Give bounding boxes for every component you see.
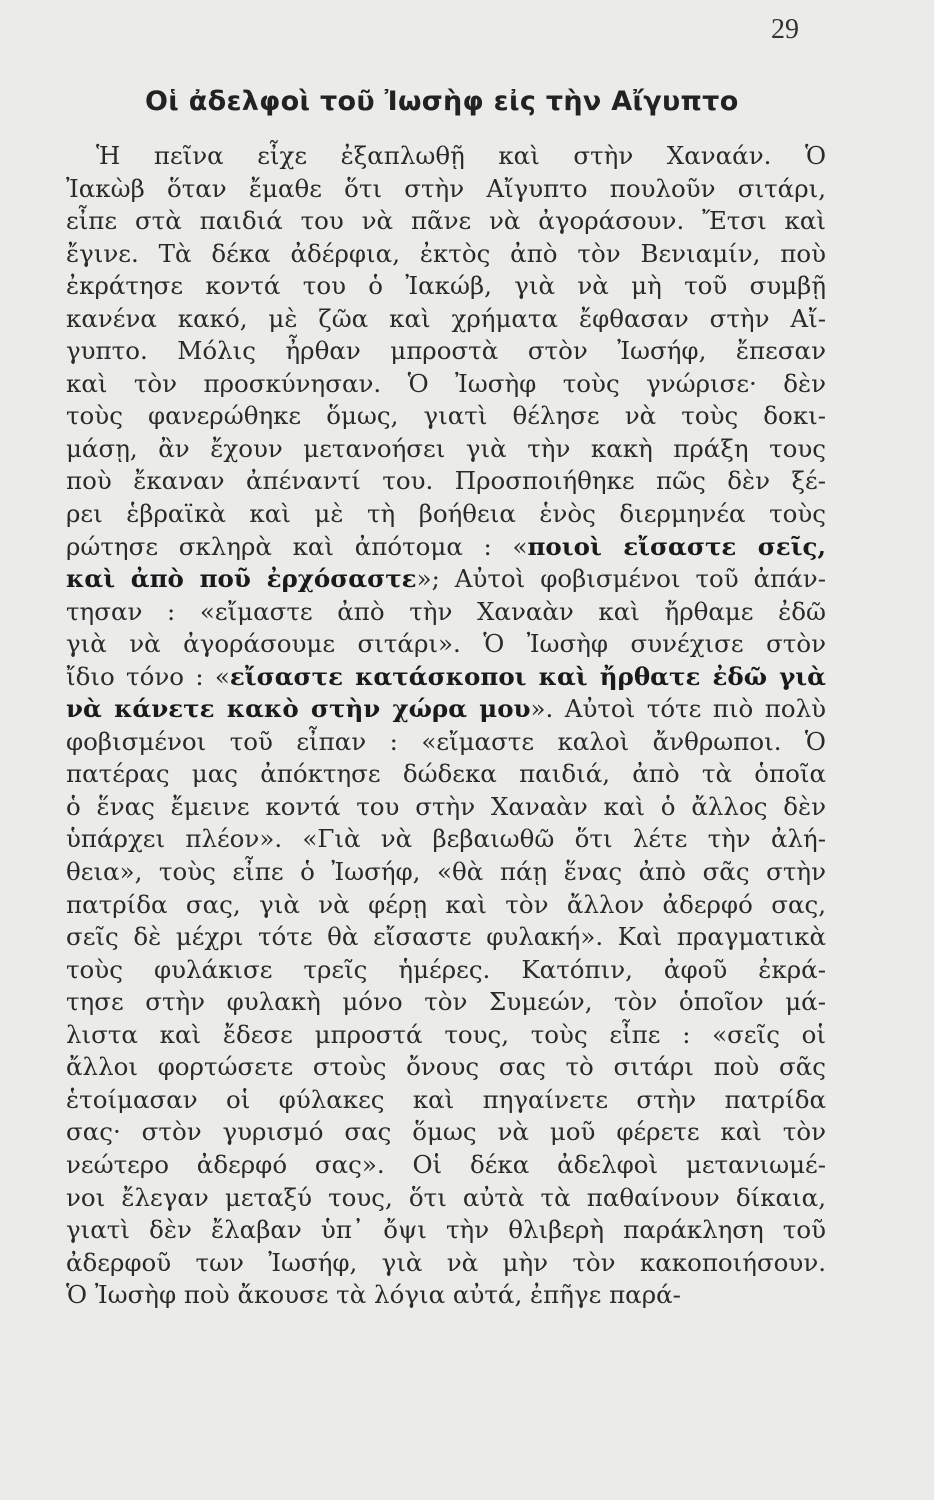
text-segment: ἄλλοι φορτώσετε στοὺς ὄνους σας τὸ σιτάρι ποὺ σᾶς <box>66 1052 826 1082</box>
text-segment: γυπτο. Μόλις ἦρθαν μπροστὰ στὸν Ἰωσήφ, ἔπεσαν <box>66 336 826 366</box>
text-segment: ρει ἑβραϊκὰ καὶ μὲ τὴ βοήθεια ἑνὸς διερμηνέα τοὺς <box>66 499 826 529</box>
text-line <box>66 1084 826 1117</box>
text-line <box>66 205 826 238</box>
text-segment: πατρίδα σας, γιὰ νὰ φέρῃ καὶ τὸν ἄλλον ἀδερφό σας, <box>66 889 826 919</box>
text-segment: φοβισμένοι τοῦ εἶπαν : «εἴμαστε καλοὶ ἄνθρωποι. Ὁ <box>66 726 826 756</box>
chapter-title: Οἱ ἀδελφοὶ τοῦ Ἰωσὴφ εἰς τὴν Αἴγυπτο <box>145 86 739 117</box>
text-line <box>66 921 826 954</box>
text-segment: πατέρας μας ἀπόκτησε δώδεκα παιδιά, ἀπὸ τὰ ὁποῖα <box>66 759 826 789</box>
text-line <box>66 1247 826 1280</box>
text-line <box>66 986 826 1019</box>
text-segment: κανένα κακό, μὲ ζῶα καὶ χρήματα ἔφθασαν στὴν Αἴ- <box>66 303 826 333</box>
text-line <box>66 1149 826 1182</box>
text-line <box>66 140 826 173</box>
text-line <box>66 1182 826 1215</box>
text-line <box>66 1019 826 1052</box>
text-segment: θεια», τοὺς εἶπε ὁ Ἰωσήφ, «θὰ πάῃ ἕνας ἀπὸ σᾶς στὴν <box>66 857 826 887</box>
text-segment: τοὺς φανερώθηκε ὅμως, γιατὶ θέλησε νὰ τοὺς δοκι- <box>66 401 826 431</box>
text-segment: γιὰ νὰ ἀγοράσουμε σιτάρι». Ὁ Ἰωσὴφ συνέχισε στὸν <box>66 629 826 659</box>
text-line <box>66 889 826 922</box>
text-segment: Ὁ Ἰωσὴφ ποὺ ἄκουσε τὰ λόγια αὐτά, ἐπῆγε παρά- <box>66 1280 681 1310</box>
text-segment: ἀδερφοῦ των Ἰωσήφ, γιὰ νὰ μὴν τὸν κακοποιήσουν. <box>66 1247 826 1277</box>
text-segment: »; Αὐτοὶ φοβισμένοι τοῦ ἀπάν- <box>416 564 826 594</box>
text-line <box>66 400 826 433</box>
text-segment: τησαν : «εἴμαστε ἀπὸ τὴν Χαναὰν καὶ ἤρθαμε ἐδῶ <box>66 596 826 626</box>
text-segment: ὑπάρχει πλέον». «Γιὰ νὰ βεβαιωθῶ ὅτι λέτε τὴν ἀλή- <box>66 824 826 854</box>
text-line <box>66 531 826 564</box>
text-line <box>66 1051 826 1084</box>
text-segment: νεώτερο ἀδερφό σας». Οἱ δέκα ἀδελφοὶ μετανιωμέ- <box>66 1149 826 1179</box>
text-line <box>66 270 826 303</box>
text-line <box>66 368 826 401</box>
text-segment: σεῖς δὲ μέχρι τότε θὰ εἴσαστε φυλακή». Καὶ πραγματικὰ <box>66 922 826 952</box>
page-number: 29 <box>771 14 799 45</box>
text-line <box>66 758 826 791</box>
text-segment: μάσῃ, ἂν ἔχουν μετανοήσει γιὰ τὴν κακὴ πράξη τους <box>66 433 826 463</box>
bold-text-segment: νὰ κάνετε κακὸ στὴν χώρα μου <box>66 694 531 724</box>
text-segment: νοι ἔλεγαν μεταξύ τους, ὅτι αὐτὰ τὰ παθαίνουν δίκαια, <box>66 1182 826 1212</box>
text-segment: εἶπε στὰ παιδιά του νὰ πᾶνε νὰ ἀγοράσουν. Ἔτσι καὶ <box>66 206 826 236</box>
text-segment: Ἡ πεῖνα εἶχε ἐξαπλωθῇ καὶ στὴν Χαναάν. Ὁ <box>96 141 826 170</box>
text-line <box>66 465 826 498</box>
bold-text-segment: καὶ ἀπὸ ποῦ ἐρχόσαστε <box>66 564 417 594</box>
text-line <box>66 1279 826 1312</box>
body-text <box>66 140 826 1312</box>
bold-text-segment: ποιοὶ εἴσαστε σεῖς, <box>527 531 826 561</box>
text-line <box>66 661 826 694</box>
text-segment: ἴδιο τόνο : « <box>66 661 230 691</box>
text-line <box>66 173 826 206</box>
text-segment: ἑτοίμασαν οἱ φύλακες καὶ πηγαίνετε στὴν πατρίδα <box>66 1084 826 1114</box>
text-line <box>66 303 826 336</box>
text-segment: καὶ τὸν προσκύνησαν. Ὁ Ἰωσὴφ τοὺς γνώρισε· δὲν <box>66 368 826 398</box>
text-line <box>66 726 826 759</box>
text-segment: ». Αὐτοὶ τότε πιὸ πολὺ <box>530 694 826 724</box>
text-line <box>66 1116 826 1149</box>
text-segment: ὁ ἕνας ἔμεινε κοντά του στὴν Χαναὰν καὶ ὁ ἄλλος δὲν <box>66 791 826 821</box>
text-line <box>66 335 826 368</box>
text-line <box>66 238 826 271</box>
text-line <box>66 693 826 726</box>
text-line <box>66 596 826 629</box>
text-line <box>66 791 826 824</box>
text-segment: ἐκράτησε κοντά του ὁ Ἰακώβ, γιὰ νὰ μὴ τοῦ συμβῇ <box>66 271 826 301</box>
text-segment: τησε στὴν φυλακὴ μόνο τὸν Συμεών, τὸν ὁποῖον μά- <box>66 987 826 1017</box>
bold-text-segment: εἴσαστε κατάσκοποι καὶ ἤρθατε ἐδῶ γιὰ <box>229 661 826 691</box>
text-line <box>66 498 826 531</box>
text-segment: ρώτησε σκληρὰ καὶ ἀπότομα : « <box>66 531 528 561</box>
text-segment: ποὺ ἔκαναν ἀπέναντί του. Προσποιήθηκε πῶς δὲν ξέ- <box>66 466 826 496</box>
text-line <box>66 954 826 987</box>
text-line <box>66 628 826 661</box>
text-segment: λιστα καὶ ἔδεσε μπροστά τους, τοὺς εἶπε : «σεῖς οἱ <box>66 1019 826 1049</box>
text-segment: γιατὶ δὲν ἔλαβαν ὑπ᾽ ὄψι τὴν θλιβερὴ παράκληση τοῦ <box>66 1215 826 1245</box>
text-line <box>66 856 826 889</box>
text-segment: Ἰακὼβ ὅταν ἔμαθε ὅτι στὴν Αἴγυπτο πουλοῦν σιτάρι, <box>66 173 826 203</box>
text-segment: ἔγινε. Τὰ δέκα ἀδέρφια, ἐκτὸς ἀπὸ τὸν Βενιαμίν, ποὺ <box>66 238 826 268</box>
text-line <box>66 823 826 856</box>
text-segment: σας· στὸν γυρισμό σας ὅμως νὰ μοῦ φέρετε καὶ τὸν <box>66 1117 826 1147</box>
text-line <box>66 433 826 466</box>
text-line <box>66 563 826 596</box>
text-segment: τοὺς φυλάκισε τρεῖς ἡμέρες. Κατόπιν, ἀφοῦ ἐκρά- <box>66 954 826 984</box>
text-line <box>66 1214 826 1247</box>
